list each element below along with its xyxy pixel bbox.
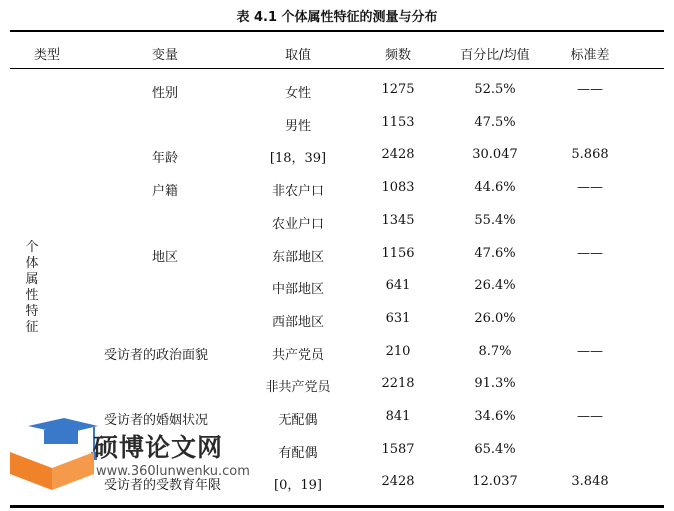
cell-value: 西部地区: [271, 315, 325, 330]
cell-variable: 年龄: [151, 151, 179, 166]
cell-percent: 52.5%: [474, 82, 516, 97]
cell-percent: 47.6%: [474, 246, 516, 261]
table-title: 表 4.1 个体属性特征的测量与分布: [236, 10, 438, 25]
cell-frequency: 1083: [381, 180, 415, 195]
cell-percent: 55.4%: [474, 213, 516, 228]
cell-percent: 8.7%: [478, 344, 512, 359]
cell-value: 非农户口: [271, 184, 325, 199]
cell-percent: 91.3%: [474, 376, 516, 391]
header-rule: [10, 68, 664, 69]
cell-frequency: 1275: [381, 82, 415, 97]
cell-frequency: 841: [385, 409, 411, 424]
header-type: 类型: [33, 48, 61, 63]
cell-frequency: 210: [385, 344, 411, 359]
cell-value: 女性: [284, 86, 312, 101]
header-std: 标准差: [570, 48, 610, 63]
header-variable: 变量: [151, 48, 179, 63]
cell-value: 非共产党员: [265, 380, 331, 395]
cell-value: 共产党员: [271, 348, 325, 363]
header-value: 取值: [284, 48, 312, 63]
cell-percent: 34.6%: [474, 409, 516, 424]
cell-value: 男性: [284, 119, 312, 134]
cell-value: 有配偶: [278, 446, 318, 461]
graduation-cap-book-icon: [8, 418, 98, 493]
cell-percent: 26.0%: [474, 311, 516, 326]
watermark-url: www.360lunwenku.com: [96, 464, 250, 479]
cell-std: ——: [577, 82, 603, 97]
category-label: 个体属性特征: [25, 240, 39, 335]
cell-std: ——: [577, 344, 603, 359]
top-rule: [10, 30, 664, 32]
cell-frequency: 1156: [381, 246, 415, 261]
cell-value: [0，19]: [274, 478, 322, 493]
cell-value: [18，39]: [269, 151, 327, 166]
bottom-rule: [10, 505, 664, 508]
cell-variable: 性别: [151, 86, 179, 101]
cell-variable: 地区: [151, 250, 179, 265]
cell-frequency: 631: [385, 311, 411, 326]
cell-variable: 户籍: [151, 184, 179, 199]
cell-percent: 44.6%: [474, 180, 516, 195]
cell-value: 农业户口: [271, 217, 325, 232]
cell-frequency: 1587: [381, 442, 415, 457]
cell-percent: 47.5%: [474, 115, 516, 130]
cell-std: ——: [577, 409, 603, 424]
cell-frequency: 1345: [381, 213, 415, 228]
cell-value: 无配偶: [278, 413, 318, 428]
cell-std: 3.848: [571, 474, 609, 489]
cell-frequency: 641: [385, 278, 411, 293]
cell-frequency: 2218: [381, 376, 415, 391]
cell-std: 5.868: [571, 147, 609, 162]
cell-percent: 65.4%: [474, 442, 516, 457]
cell-percent: 26.4%: [474, 278, 516, 293]
cell-std: ——: [577, 246, 603, 261]
header-percent-mean: 百分比/均值: [460, 48, 530, 63]
header-frequency: 频数: [384, 48, 412, 63]
cell-frequency: 2428: [381, 147, 415, 162]
cell-frequency: 1153: [381, 115, 415, 130]
cell-variable: 受访者的政治面貌: [104, 348, 209, 363]
cell-value: 东部地区: [271, 250, 325, 265]
cell-variable: 受访者的婚姻状况: [104, 413, 209, 428]
cell-frequency: 2428: [381, 474, 415, 489]
watermark-name: 硕博论文网: [93, 433, 224, 462]
cell-value: 中部地区: [271, 282, 325, 297]
cell-percent: 12.037: [472, 474, 518, 489]
cell-variable: 受访者的受教育年限: [104, 478, 222, 493]
cell-percent: 30.047: [472, 147, 518, 162]
cell-std: ——: [577, 180, 603, 195]
